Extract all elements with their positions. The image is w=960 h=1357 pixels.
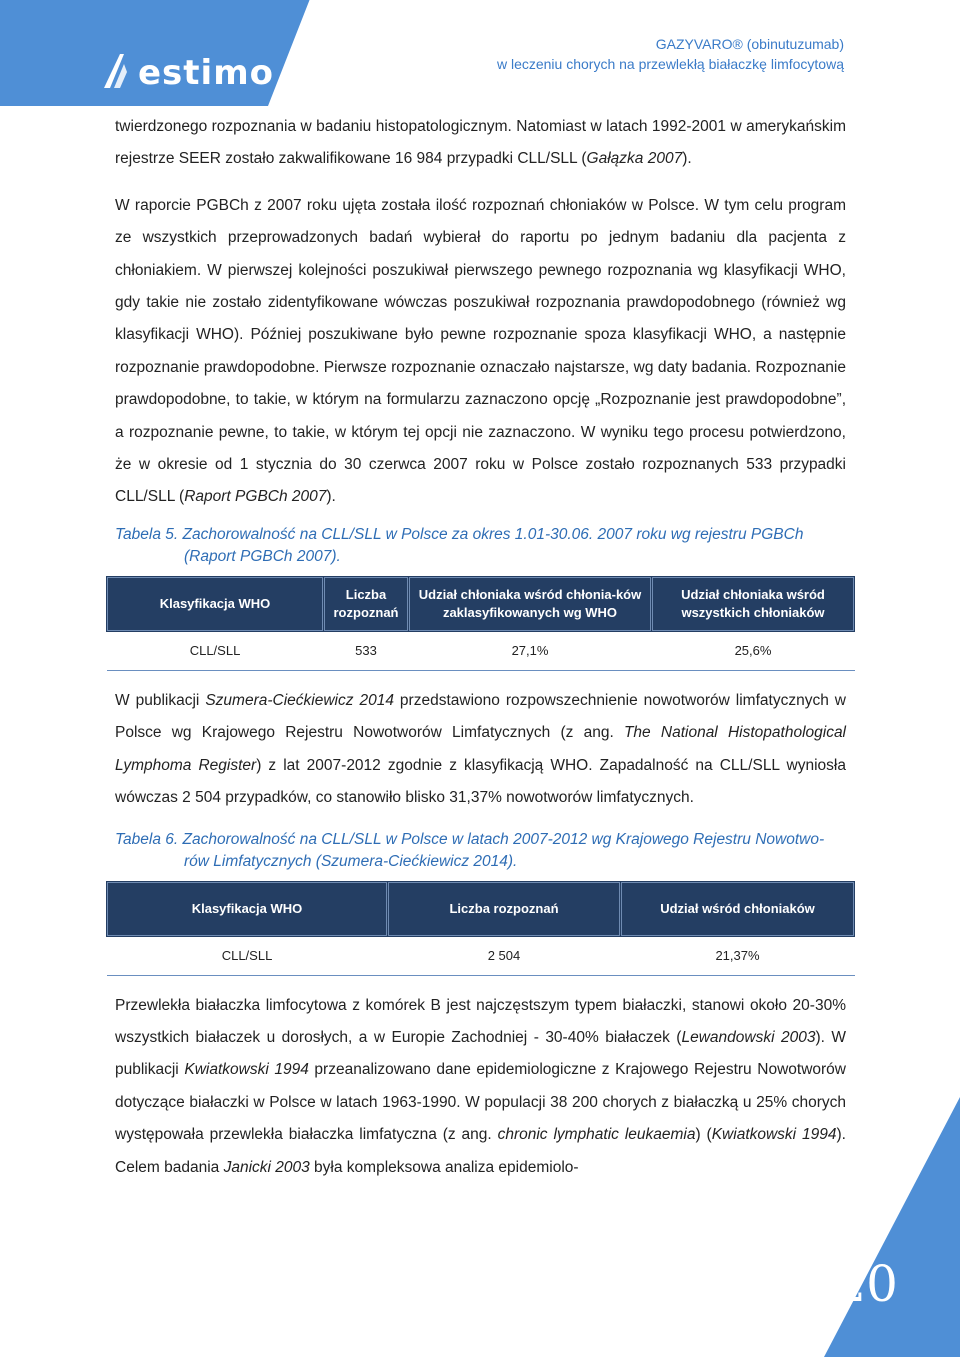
logo-text: estimo <box>138 53 274 93</box>
table5-header-classification: Klasyfikacja WHO <box>107 577 323 631</box>
page-number: 20 <box>834 1255 898 1313</box>
estimo-logo <box>100 42 274 93</box>
table5-caption: Tabela 5. Zachorowalność na CLL/SLL w Polsce za okres 1.01-30.06. 2007 roku wg rejestru PGBCh (Raport PGBCh 2007). <box>115 525 804 565</box>
page-content <box>115 111 846 1184</box>
paragraph-4: Przewlekła białaczka limfocytowa z komórek B jest najczęstszym typem białaczki, stanowi około 20-30% wszystkich białaczek u dorosłych, a w Europie Zachodniej - 30-40% białaczek (Lewandowski 2003). W publikacji Kwiatkowski 1994 przeanalizowano dane epidemiologiczne z Krajowego Rejestru Nowotworów dotyczące białaczki w Polsce w latach 1963-1990. W populacji 38 200 chorych z białaczką u 25% chorych występowała przewlekła białaczka limfatyczna (z ang. chronic lymphatic leukaemia) (Kwiatkowski 1994). Celem badania Janicki 2003 była kompleksowa analiza epidemiolo- <box>115 996 847 1176</box>
paragraph-1: twierdzonego rozpoznania w badaniu histopatologicznym. Natomiast w latach 1992-2001 w amerykańskim rejestrze SEER zostało zakwalifikowane 16 984 przypadki CLL/SLL (Gałązka 2007). <box>115 118 846 168</box>
table6-header-share: Udział wśród chłoniaków <box>621 882 854 936</box>
table6-caption: Tabela 6. Zachorowalność na CLL/SLL w Polsce w latach 2007-2012 wg Krajowego Rejestru Nowotwo- rów Limfatycznych (Szumera-Ciećkiewicz 2014). <box>115 830 825 870</box>
logo-mark-icon <box>100 50 140 90</box>
table5 <box>106 576 855 671</box>
table5-header-count: Liczba rozpoznań <box>324 577 408 631</box>
page-header <box>0 0 960 106</box>
table6 <box>106 881 855 976</box>
table6-header-classification: Klasyfikacja WHO <box>107 882 387 936</box>
paragraph-2: W raporcie PGBCh z 2007 roku ujęta została ilość rozpoznań chłoniaków w Polsce. W tym celu program ze wszystkich przeprowadzonych badań wybierał do raportu po jednym badaniu dla pacjenta z chłoniakiem. W pierwszej kolejności poszukiwał pierwszego pewnego rozpoznania wg klasyfikacji WHO, gdy takie nie zostało zidentyfikowane wówczas poszukiwał rozpoznania prawdopodobnego (również wg klasyfikacji WHO). Później poszukiwane było pewne rozpoznanie spoza klasyfikacji WHO, a następnie rozpoznanie prawdopodobne. Pierwsze rozpoznanie oznaczało najstarsze, wg daty badania. Rozpoznanie prawdopodobne, to takie, w którym na formularzu zaznaczono opcję „Rozpoznanie jest prawdopodobne”, a rozpoznanie pewne, to takie, w którym tej opcji nie zaznaczono. W wyniku tego procesu potwierdzono, że w okresie od 1 stycznia do 30 czerwca 2007 roku w Polsce zostało rozpoznanych 533 przypadki CLL/SLL (Raport PGBCh 2007). <box>115 196 846 506</box>
table-row: CLL/SLL 533 27,1% 25,6% <box>107 631 855 670</box>
paragraph-3: W publikacji Szumera-Ciećkiewicz 2014 przedstawiono rozpowszechnienie nowotworów limfatycznych w Polsce wg Krajowego Rejestru Nowotworów Limfatycznych (z ang. The National Histopathological Lymphoma Register) z lat 2007-2012 zgodnie z klasyfikacją WHO. Zapadalność na CLL/SLL wyniosła wówczas 2 504 przypadków, co stanowiło blisko 31,37% nowotworów limfatycznych. <box>115 691 847 807</box>
table5-header-share-who: Udział chłoniaka wśród chłonia-ków zaklasyfikowanych wg WHO <box>409 577 651 631</box>
table5-header-share-all: Udział chłoniaka wśród wszystkich chłoniaków <box>652 577 854 631</box>
document-title-line2: w leczeniu chorych na przewlekłą białaczkę limfocytową <box>496 56 844 72</box>
document-title-line1: GAZYVARO® (obinutuzumab) <box>655 36 844 52</box>
document-title <box>497 34 844 74</box>
table6-header-count: Liczba rozpoznań <box>388 882 620 936</box>
table-row: CLL/SLL 2 504 21,37% <box>107 936 855 975</box>
